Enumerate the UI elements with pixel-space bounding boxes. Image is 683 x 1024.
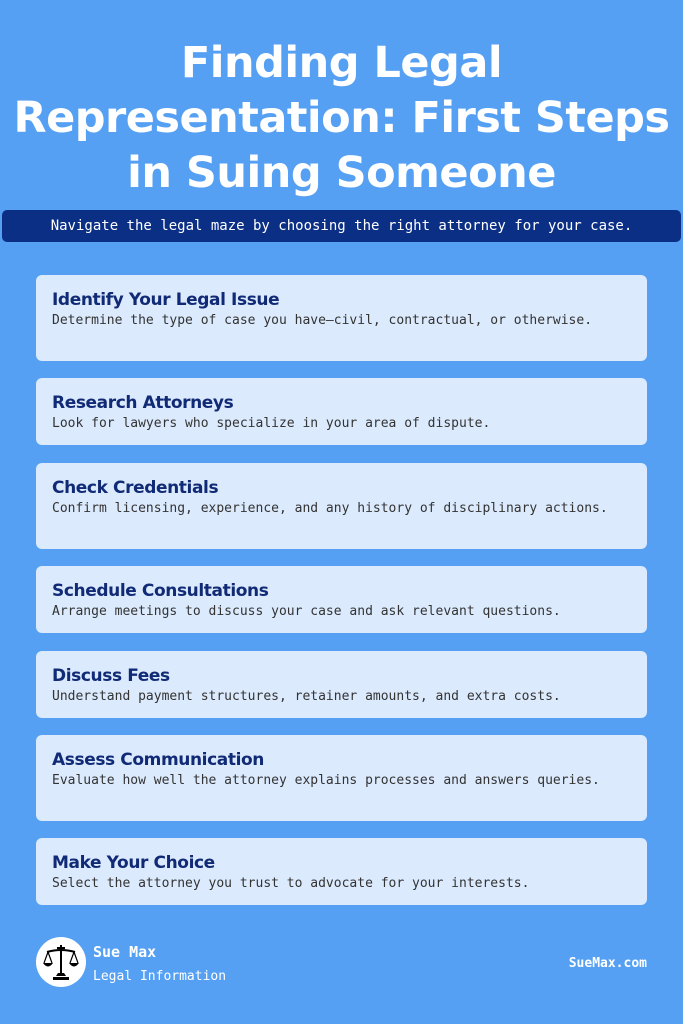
step-card: [36, 378, 647, 445]
website-link[interactable]: SueMax.com: [568, 956, 647, 971]
step-title: Assess Communication: [52, 750, 264, 770]
brand-name: Sue Max: [93, 943, 157, 961]
step-description: Select the attorney you trust to advocate for your interests.: [52, 876, 530, 891]
step-card: [36, 463, 647, 549]
step-title: Discuss Fees: [52, 666, 170, 686]
scales-of-justice-icon: [41, 942, 81, 982]
page-title: Finding Legal Representation: First Steps in Suing Someone: [13, 38, 670, 198]
step-card: [36, 735, 647, 821]
logo: [36, 937, 86, 987]
step-card: [36, 275, 647, 361]
step-title: Schedule Consultations: [52, 581, 269, 601]
step-card: [36, 651, 647, 718]
step-description: Determine the type of case you have—civil, contractual, or otherwise.: [52, 313, 593, 328]
subtitle-banner: Navigate the legal maze by choosing the right attorney for your case.: [2, 210, 681, 242]
step-description: Confirm licensing, experience, and any history of disciplinary actions.: [52, 501, 608, 516]
brand-tagline: Legal Information: [93, 969, 227, 984]
step-title: Identify Your Legal Issue: [52, 290, 280, 310]
step-description: Evaluate how well the attorney explains processes and answers queries.: [52, 773, 600, 788]
step-card: [36, 566, 647, 633]
step-card: [36, 838, 647, 905]
step-description: Look for lawyers who specialize in your area of dispute.: [52, 416, 491, 431]
step-title: Make Your Choice: [52, 853, 215, 873]
step-description: Understand payment structures, retainer amounts, and extra costs.: [52, 689, 561, 704]
step-title: Research Attorneys: [52, 393, 234, 413]
step-description: Arrange meetings to discuss your case and ask relevant questions.: [52, 604, 561, 619]
step-title: Check Credentials: [52, 478, 219, 498]
